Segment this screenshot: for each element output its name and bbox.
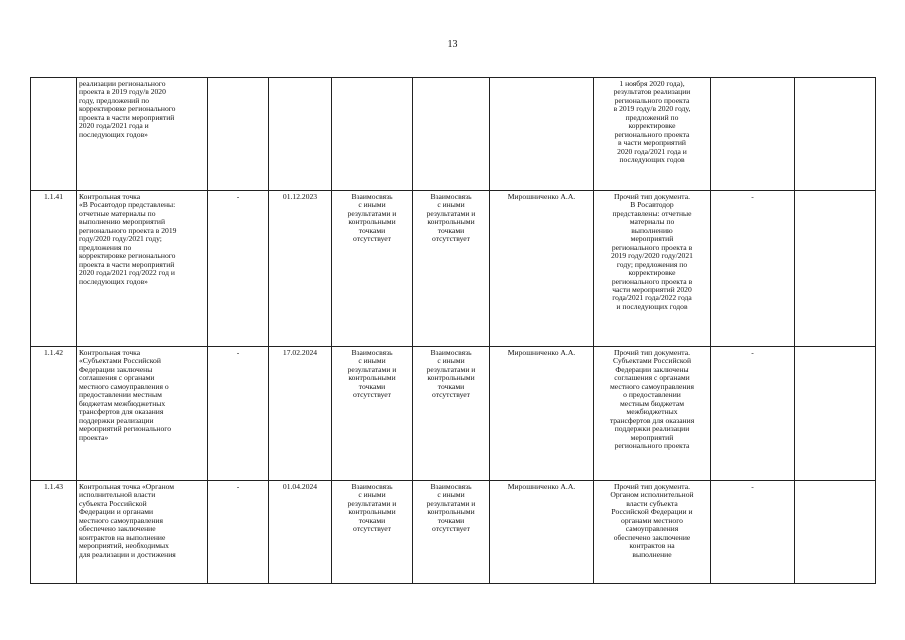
base-value: - <box>208 481 269 584</box>
control-point-name: Контрольная точка «Субъектами Российской Федерации заключены соглашения с органами местного самоуправления о предоставлении местным бюджетам межбюджетных трансфертов для оказания поддержки реализации мероприятий регионального проекта» <box>77 347 208 481</box>
table-row <box>31 481 876 584</box>
document-description: 1 ноября 2020 года), результатов реализации регионального проекта в 2019 году/в 2020 году, предложений по корректировке регионального проекта в части мероприятий 2020 года/2021 года и последующих годов <box>594 78 711 191</box>
row-number: 1.1.42 <box>31 347 77 481</box>
control-level: - <box>711 347 795 481</box>
base-value <box>208 78 269 191</box>
control-points-table <box>30 77 876 584</box>
due-date: 17.02.2024 <box>269 347 332 481</box>
successors <box>413 78 490 191</box>
predecessors: Взаимосвязь с иными результатами и контрольными точками отсутствует <box>332 191 413 347</box>
control-level: - <box>711 481 795 584</box>
document-description: Прочий тип документа. Субъектами Российской Федерации заключены соглашения с органами местного самоуправления о предоставлении местным бюджетам межбюджетных трансфертов для оказания поддержки реализации мероприятий регионального проекта <box>594 347 711 481</box>
table-row <box>31 347 876 481</box>
control-point-name: реализации регионального проекта в 2019 году/в 2020 году, предложений по корректировке регионального проекта в части мероприятий 2020 года/2021 года и последующих годов» <box>77 78 208 191</box>
responsible-person: Мирошниченко А.А. <box>490 191 594 347</box>
successors: Взаимосвязь с иными результатами и контрольными точками отсутствует <box>413 347 490 481</box>
page-number: 13 <box>447 39 458 50</box>
due-date: 01.04.2024 <box>269 481 332 584</box>
extra-column <box>795 78 876 191</box>
extra-column <box>795 347 876 481</box>
row-number: 1.1.43 <box>31 481 77 584</box>
document-description: Прочий тип документа. В Росавтодор представлены: отчетные материалы по выполнению мероприятий регионального проекта в 2019 году/2020 году/2021 году; предложения по корректировке регионального проекта в части мероприятий 2020 года/2021 года/2022 года и последующих годов <box>594 191 711 347</box>
due-date <box>269 78 332 191</box>
control-point-name: Контрольная точка «Органом исполнительной власти субъекта Российской Федерации и органами местного самоуправления обеспечено заключение контрактов на выполнение мероприятий, необходимых для реализации и достижения <box>77 481 208 584</box>
control-level: - <box>711 191 795 347</box>
predecessors: Взаимосвязь с иными результатами и контрольными точками отсутствует <box>332 347 413 481</box>
control-level <box>711 78 795 191</box>
predecessors <box>332 78 413 191</box>
extra-column <box>795 481 876 584</box>
predecessors: Взаимосвязь с иными результатами и контрольными точками отсутствует <box>332 481 413 584</box>
document-description: Прочий тип документа. Органом исполнительной власти субъекта Российской Федерации и органами местного самоуправления обеспечено заключение контрактов на выполнение <box>594 481 711 584</box>
due-date: 01.12.2023 <box>269 191 332 347</box>
row-number <box>31 78 77 191</box>
responsible-person: Мирошниченко А.А. <box>490 481 594 584</box>
responsible-person: Мирошниченко А.А. <box>490 347 594 481</box>
control-point-name: Контрольная точка «В Росавтодор представлены: отчетные материалы по выполнению мероприятий регионального проекта в 2019 году/2020 году/2021 году; предложения по корректировке регионального проекта в части мероприятий 2020 года/2021 год/2022 год и последующих годов» <box>77 191 208 347</box>
row-number: 1.1.41 <box>31 191 77 347</box>
table-row <box>31 78 876 191</box>
base-value: - <box>208 191 269 347</box>
extra-column <box>795 191 876 347</box>
base-value: - <box>208 347 269 481</box>
successors: Взаимосвязь с иными результатами и контрольными точками отсутствует <box>413 191 490 347</box>
successors: Взаимосвязь с иными результатами и контрольными точками отсутствует <box>413 481 490 584</box>
responsible-person <box>490 78 594 191</box>
table-row <box>31 191 876 347</box>
